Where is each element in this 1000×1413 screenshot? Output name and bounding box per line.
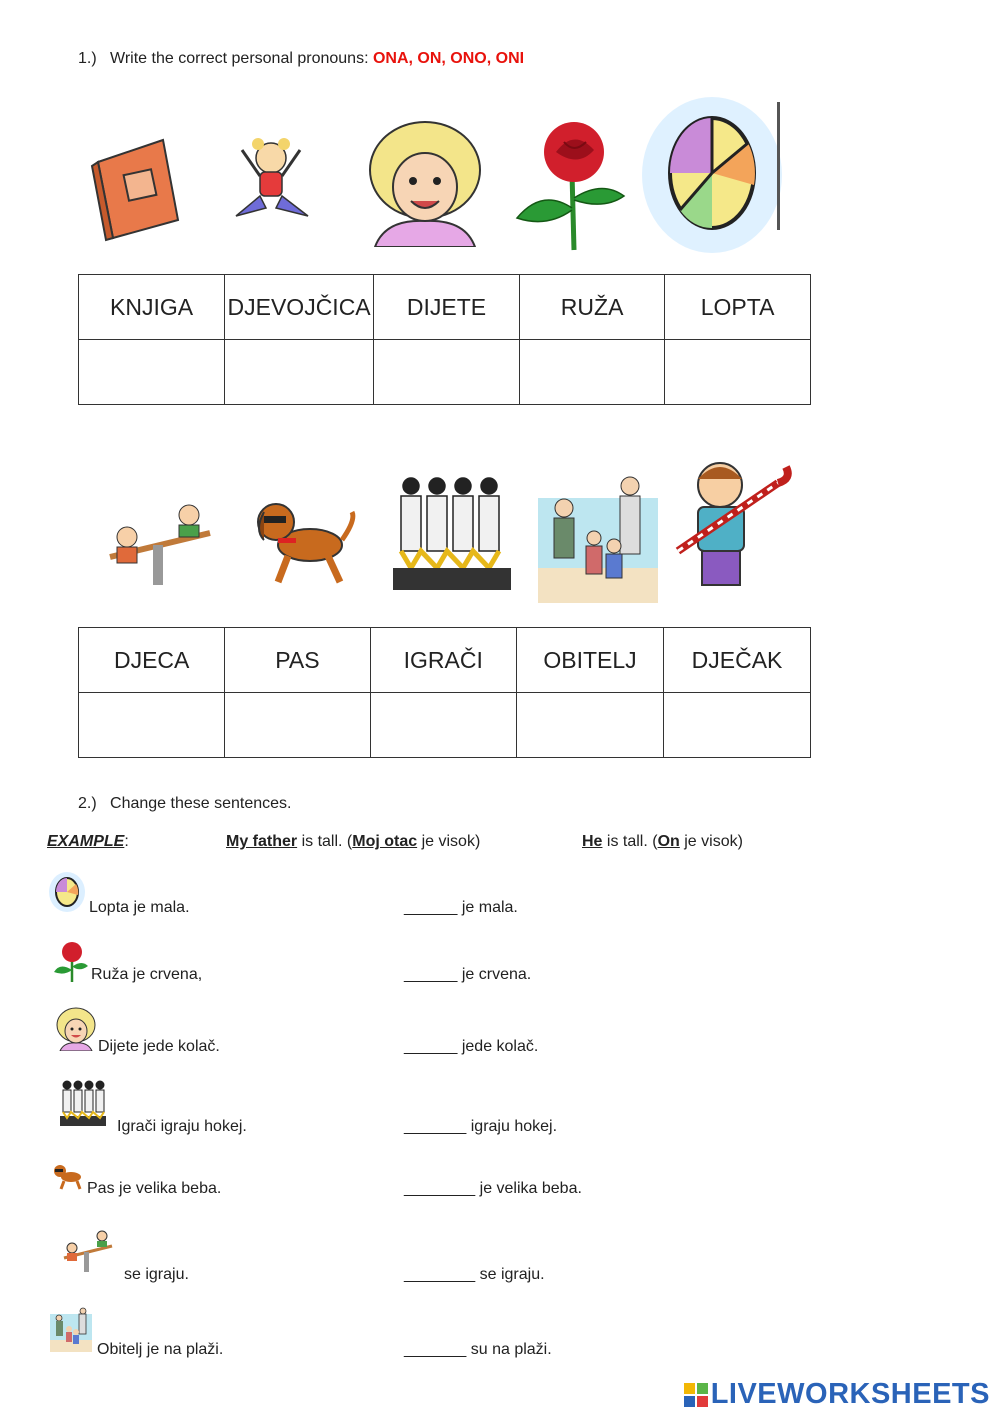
example-original xyxy=(226,833,480,851)
exercise1-number: 1.) xyxy=(78,50,97,67)
answer-cell[interactable] xyxy=(374,340,520,405)
sentence-right[interactable]: ________ je velika beba. xyxy=(404,1180,582,1197)
example-pronoun: He xyxy=(582,833,603,850)
sentence-left: Dijete jede kolač. xyxy=(98,1038,220,1055)
example-subject: My father xyxy=(226,833,298,850)
children-seesaw-picture xyxy=(105,495,215,595)
rose-picture xyxy=(512,118,632,257)
answer-cell[interactable] xyxy=(225,340,374,405)
liveworksheets-logo[interactable] xyxy=(684,1378,990,1411)
answer-cell[interactable] xyxy=(79,693,225,758)
girl-picture xyxy=(230,130,312,231)
liveworksheets-logo-icon xyxy=(684,1383,708,1407)
table-row-words xyxy=(79,628,811,693)
boy-picture xyxy=(668,455,793,600)
pronoun-table-2 xyxy=(78,627,811,758)
sentence-right[interactable]: ______ je mala. xyxy=(404,899,518,916)
example-pronoun-hr: On xyxy=(657,833,680,850)
answer-cell[interactable] xyxy=(370,693,516,758)
table-word: LOPTA xyxy=(665,275,811,340)
child-icon xyxy=(56,1007,96,1056)
example-text2-end: je visok) xyxy=(679,833,743,850)
sentence-left: se igraju. xyxy=(124,1266,189,1283)
image-edge-divider xyxy=(777,102,780,230)
sentence-right[interactable]: ________ se igraju. xyxy=(404,1266,545,1283)
answer-cell[interactable] xyxy=(225,693,370,758)
exercise2-instruction: Change these sentences. xyxy=(110,795,292,812)
pronoun-table-1 xyxy=(78,274,811,405)
sentence-right[interactable]: ______ je crvena. xyxy=(404,966,532,983)
sentence-left: Obitelj je na plaži. xyxy=(97,1341,224,1358)
table-word: PAS xyxy=(225,628,370,693)
answer-cell[interactable] xyxy=(665,340,811,405)
answer-cell[interactable] xyxy=(79,340,225,405)
child-picture xyxy=(365,115,485,252)
example-subject-hr: Moj otac xyxy=(352,833,418,850)
answer-cell[interactable] xyxy=(517,693,664,758)
family-icon xyxy=(50,1304,92,1357)
table-word: OBITELJ xyxy=(517,628,664,693)
hockey-players-picture xyxy=(393,468,511,598)
liveworksheets-logo-text: LIVEWORKSHEETS xyxy=(710,1378,990,1410)
example-label-colon: : xyxy=(124,833,129,850)
example-text-end: je visok) xyxy=(417,833,481,850)
table-row-answers xyxy=(79,693,811,758)
dog-icon xyxy=(52,1161,84,1196)
exercise2-heading xyxy=(78,795,291,813)
exercise1-heading xyxy=(78,50,524,68)
sentence-left: Lopta je mala. xyxy=(89,899,190,916)
answer-cell[interactable] xyxy=(520,340,665,405)
table-row-answers xyxy=(79,340,811,405)
rose-icon xyxy=(52,940,90,987)
table-word: KNJIGA xyxy=(79,275,225,340)
book-picture xyxy=(88,130,188,247)
exercise2-number: 2.) xyxy=(78,795,97,812)
table-word: DJEVOJČICA xyxy=(225,275,374,340)
answer-cell[interactable] xyxy=(664,693,811,758)
exercise1-instruction: Write the correct personal pronouns: xyxy=(110,50,369,67)
sentence-left: Ruža je crvena, xyxy=(91,966,203,983)
sentence-left: Igrači igraju hokej. xyxy=(117,1118,247,1135)
example-changed xyxy=(582,833,743,851)
table-word: IGRAČI xyxy=(370,628,516,693)
ball-icon xyxy=(48,871,86,918)
dog-picture xyxy=(248,490,358,595)
table-row-words xyxy=(79,275,811,340)
children-seesaw-icon xyxy=(62,1228,114,1279)
table-word: RUŽA xyxy=(520,275,665,340)
example-label xyxy=(47,833,129,851)
example-text2: is tall. ( xyxy=(602,833,658,850)
sentence-right[interactable]: _______ igraju hokej. xyxy=(404,1118,558,1135)
example-text: is tall. ( xyxy=(297,833,353,850)
sentence-left: Pas je velika beba. xyxy=(87,1180,222,1197)
sentence-right[interactable]: _______ su na plaži. xyxy=(404,1341,552,1358)
table-word: DJECA xyxy=(79,628,225,693)
table-word: DJEČAK xyxy=(664,628,811,693)
example-label-text: EXAMPLE xyxy=(47,833,125,850)
family-picture xyxy=(538,468,658,608)
sentence-right[interactable]: ______ jede kolač. xyxy=(404,1038,539,1055)
ball-picture xyxy=(640,95,785,260)
hockey-players-icon xyxy=(60,1078,106,1135)
table-word: DIJETE xyxy=(374,275,520,340)
pronoun-list: ONA, ON, ONO, ONI xyxy=(372,50,525,67)
